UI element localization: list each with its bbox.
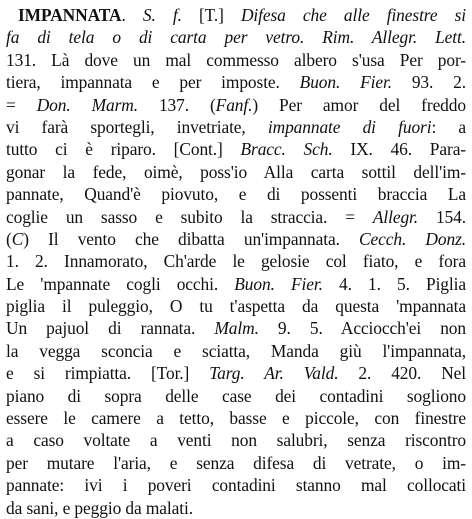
italic-text: C <box>11 228 24 249</box>
italic-text: Targ. Ar. Vald. <box>209 363 339 384</box>
text-segment: 137. ( <box>137 94 216 115</box>
text-segment: ) Per amor del freddo <box>252 94 466 115</box>
italic-text: Buon. Fier. <box>299 72 392 93</box>
text-segment: 93. 2. <box>391 72 466 93</box>
entry-line <box>6 385 466 407</box>
text-segment: ( <box>6 228 12 249</box>
text-segment: da sani, e peggio da malati. <box>6 497 193 518</box>
entry-line <box>6 71 466 93</box>
text-segment: pannate, Quand'è piovuto, e di possenti braccia La <box>6 184 466 205</box>
text-segment: e si rimpiatta. [Tor.] <box>6 363 210 384</box>
text-segment: tutto ci è riparo. [Cont.] <box>6 139 241 160</box>
text-segment: = <box>6 94 37 115</box>
text-segment: Un pajuol di rannata. <box>6 318 215 339</box>
text-segment: per mutare l'aria, e senza difesa di vetrate, o im- <box>6 452 466 473</box>
text-segment: 9. 5. Acciocch'ei non <box>258 318 466 339</box>
text-segment: . <box>121 5 143 25</box>
entry-line <box>6 407 466 429</box>
entry-line <box>6 94 466 116</box>
italic-text: Bracc. Sch. <box>240 139 333 160</box>
italic-text: impannate di fuori <box>267 116 432 137</box>
italic-text: Malm. <box>214 318 259 339</box>
text-segment: : a <box>431 116 466 137</box>
text-segment: 2. 420. Nel <box>338 363 466 384</box>
entry-line <box>6 26 466 48</box>
entry-line <box>6 474 466 496</box>
entry-line <box>6 295 466 317</box>
italic-text: fa di tela o di carta per vetro. Rim. Allegr. Lett. <box>6 27 466 48</box>
text-segment: 131. Là dove un mal commesso albero s'usa Per por- <box>6 49 466 70</box>
text-segment: 4. 1. 5. Piglia <box>322 273 466 294</box>
entry-line <box>6 317 466 339</box>
text-segment: 1. 2. Innamorato, Ch'arde le gelosie col fiato, e fora <box>6 251 466 272</box>
text-segment: [T.] <box>181 5 241 25</box>
italic-text: Buon. Fier. <box>234 273 323 294</box>
entry-line <box>6 362 466 384</box>
text-segment: piano di sopra delle case dei contadini sogliono <box>6 385 466 406</box>
text-segment: gonar la fede, oimè, poss'io Alla carta sottil dell'im- <box>6 161 466 182</box>
entry-headline <box>6 4 466 26</box>
italic-text: Fanf. <box>215 94 253 115</box>
italic-text: Difesa che alle finestre si <box>240 5 466 25</box>
italic-text: S. f. <box>142 5 182 25</box>
entry-line <box>6 206 466 228</box>
text-segment: la vegga sconcia e sciatta, Manda giù l'impannata, <box>6 340 466 361</box>
text-segment: IX. 46. Para- <box>332 139 466 160</box>
entry-line <box>6 250 466 272</box>
entry-text <box>6 4 466 519</box>
text-segment: Le 'mpannate cogli occhi. <box>6 273 235 294</box>
text-segment: a caso voltate a venti non salubri, senza riscontro <box>6 430 466 451</box>
entry-line <box>6 497 466 519</box>
text-segment: pannate: ivi i poveri contadini stanno mal collocati <box>6 475 466 496</box>
text-segment: piglia il puleggio, O tu t'aspetta da questa 'mpannata <box>6 296 466 317</box>
entry-line <box>6 228 466 250</box>
entry-line <box>6 273 466 295</box>
entry-line <box>6 138 466 160</box>
text-segment: ) Il vento che dibatta un'impannata. <box>23 228 360 249</box>
entry-line <box>6 116 466 138</box>
entry-line <box>6 340 466 362</box>
text-segment: vi farà sportegli, invetriate, <box>6 116 268 137</box>
text-segment: essere le camere a tetto, basse e piccole, con finestre <box>6 408 466 429</box>
text-segment: tiera, impannata e per imposte. <box>6 72 300 93</box>
text-segment: coglie un sasso e subito la straccia. = <box>6 206 373 227</box>
italic-text: Don. Marm. <box>36 94 138 115</box>
entry-line <box>6 49 466 71</box>
italic-text: Allegr. <box>372 206 419 227</box>
text-segment: 154. <box>418 206 466 227</box>
headword: IMPANNATA <box>18 5 122 25</box>
entry-line <box>6 452 466 474</box>
entry-line <box>6 183 466 205</box>
entry-line <box>6 161 466 183</box>
italic-text: Cecch. Donz. <box>359 228 466 249</box>
entry-line <box>6 429 466 451</box>
